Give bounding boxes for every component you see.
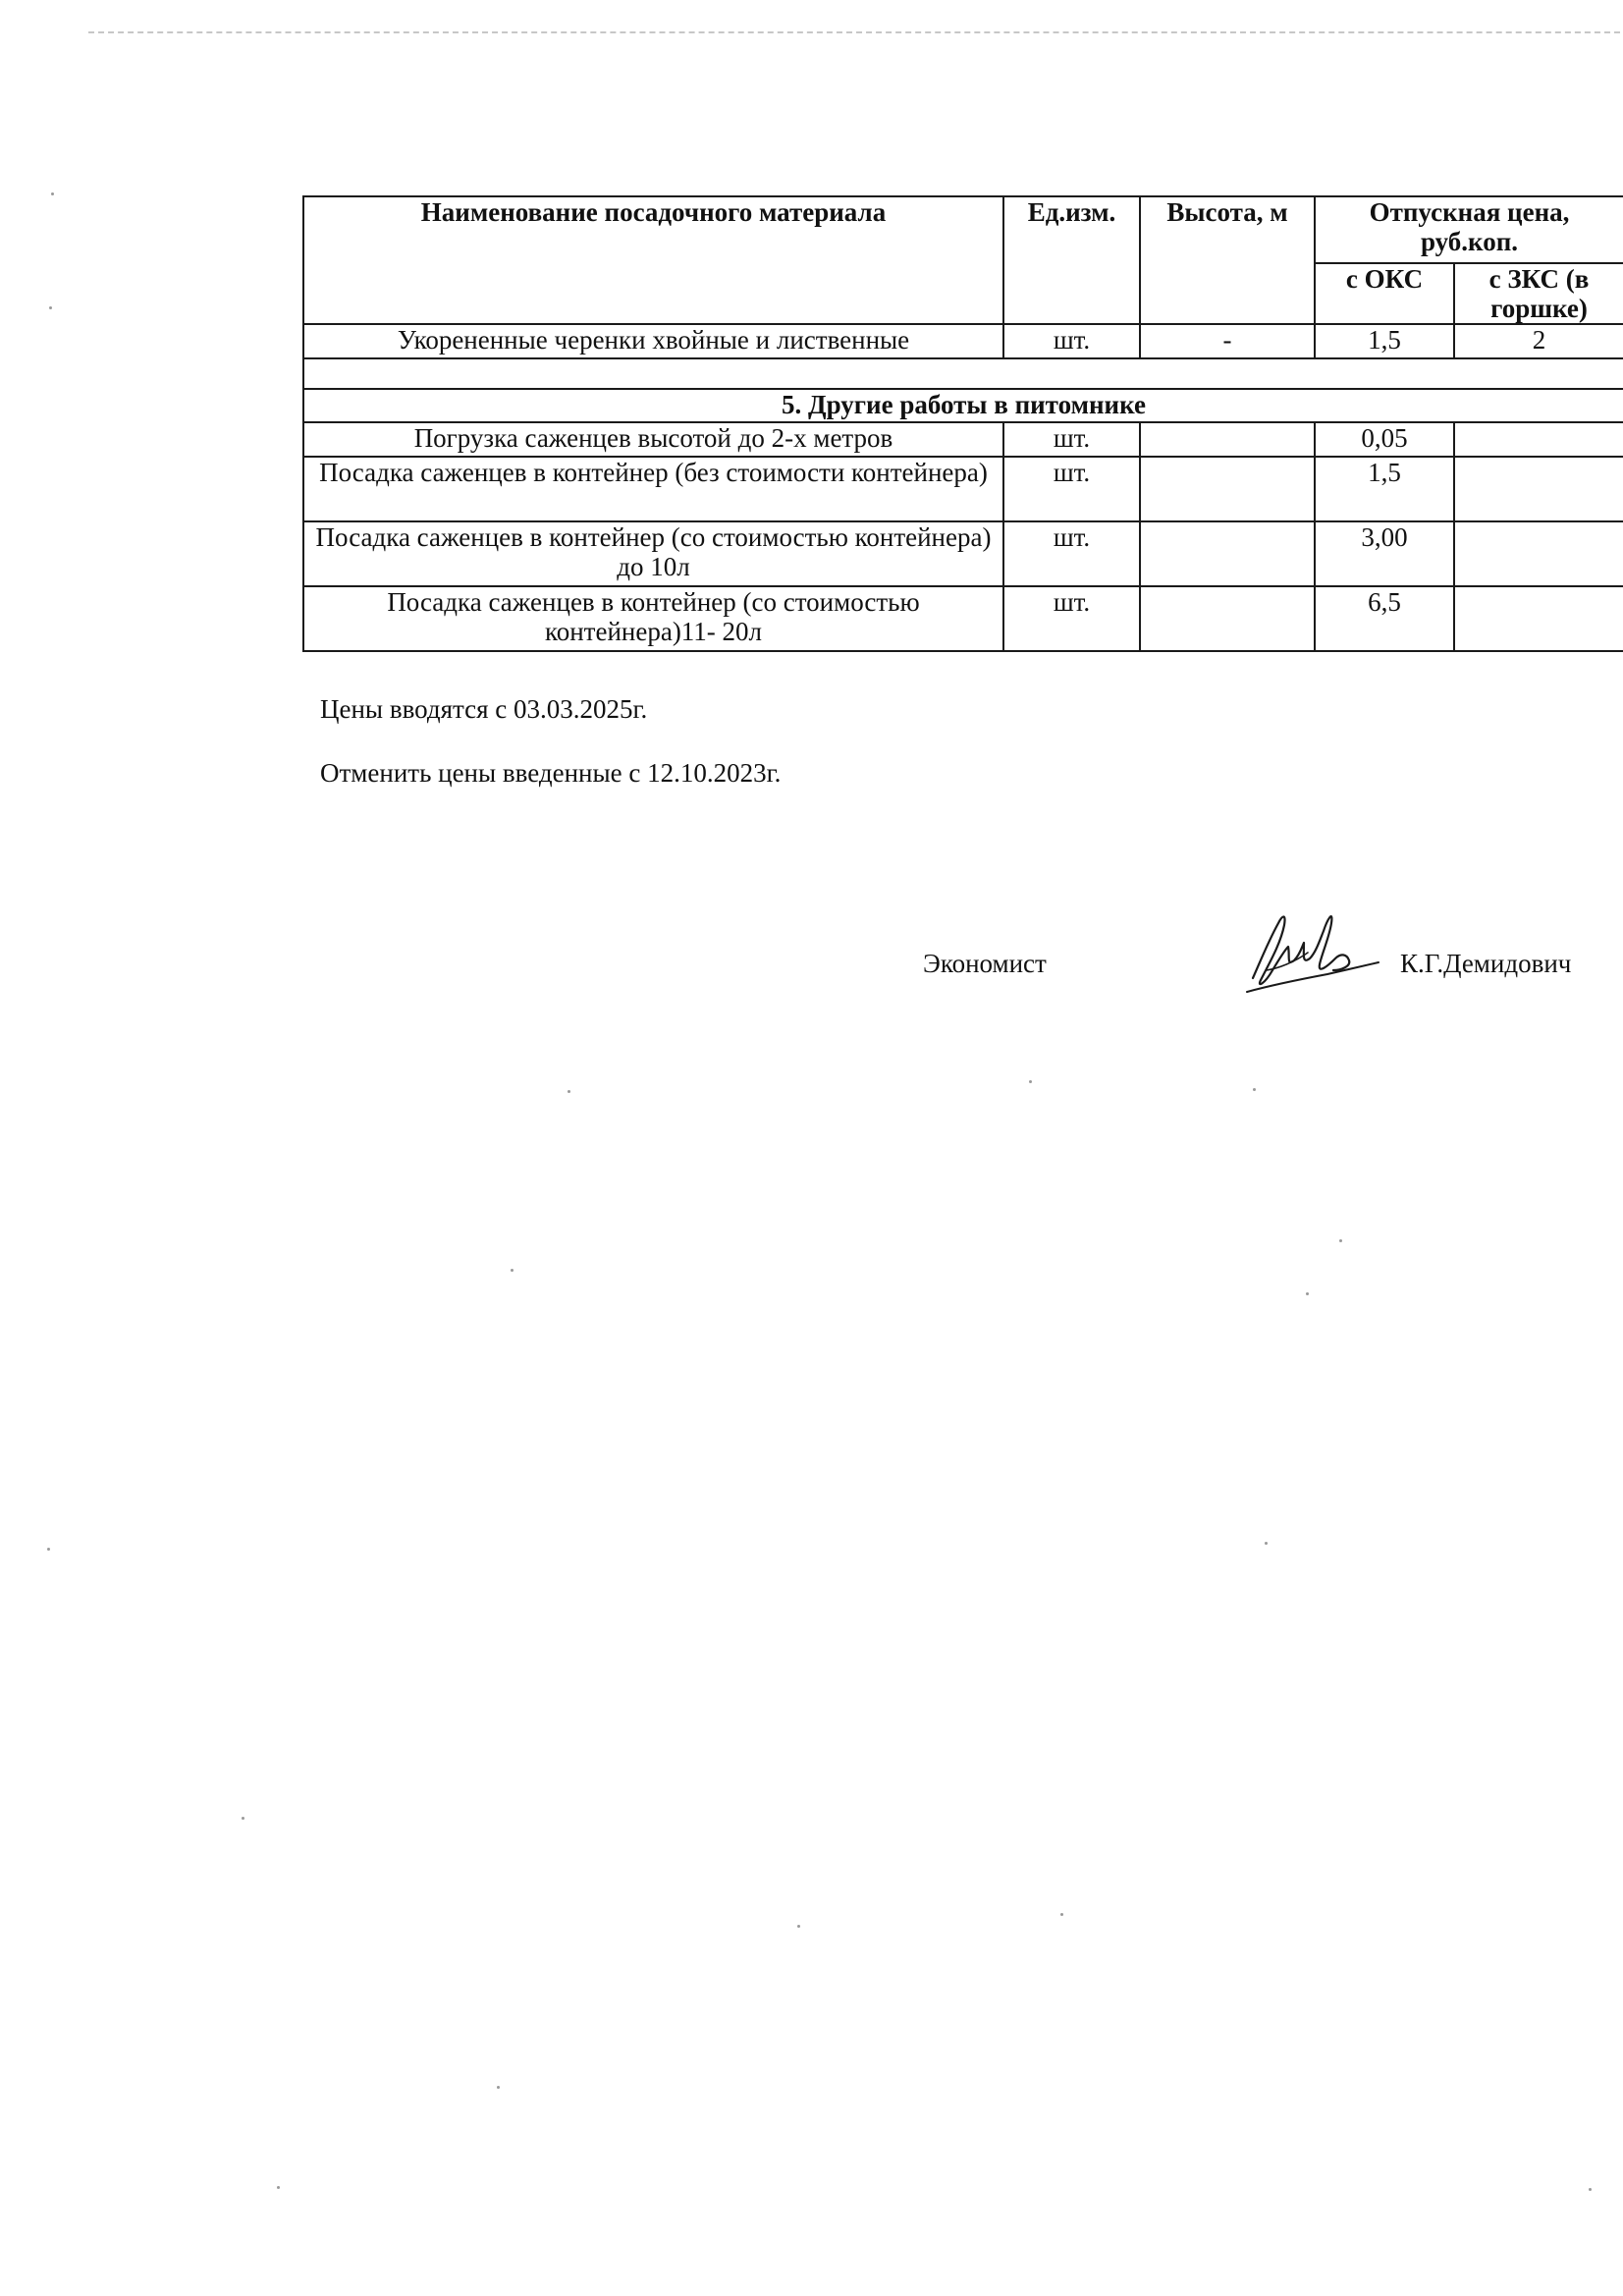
cell-height [1140, 586, 1315, 651]
cell-price-zks [1454, 521, 1623, 586]
cancel-note: Отменить цены введенные с 12.10.2023г. [320, 758, 782, 788]
header-name: Наименование посадочного материала [303, 196, 1003, 324]
cell-price-oks: 1,5 [1315, 457, 1454, 521]
header-unit: Ед.изм. [1003, 196, 1140, 324]
header-height: Высота, м [1140, 196, 1315, 324]
scan-speck [47, 1548, 50, 1551]
price-table [302, 195, 1623, 652]
table-row [303, 457, 1623, 521]
effective-date-note: Цены вводятся с 03.03.2025г. [320, 694, 648, 724]
scan-speck [511, 1269, 514, 1272]
scan-speck [1060, 1913, 1063, 1916]
gap-cell [303, 358, 1623, 389]
section-title: 5. Другие работы в питомнике [303, 389, 1623, 422]
scan-speck [497, 2086, 500, 2089]
handwritten-signature [1239, 902, 1386, 996]
cell-height: - [1140, 324, 1315, 358]
cell-unit: шт. [1003, 521, 1140, 586]
cell-unit: шт. [1003, 586, 1140, 651]
table-row [303, 422, 1623, 457]
cell-price-zks [1454, 457, 1623, 521]
cell-name: Посадка саженцев в контейнер (без стоимости контейнера) [303, 457, 1003, 521]
cell-price-zks [1454, 422, 1623, 457]
cell-height [1140, 521, 1315, 586]
scan-edge-line [88, 31, 1620, 33]
scan-speck [242, 1817, 244, 1820]
cell-price-zks: 2 [1454, 324, 1623, 358]
signer-role: Экономист [923, 949, 1047, 978]
cell-height [1140, 422, 1315, 457]
scan-speck [1265, 1542, 1268, 1545]
section-row [303, 389, 1623, 422]
scan-speck [51, 192, 54, 195]
header-price-zks: с ЗКС (в горшке) [1454, 263, 1623, 324]
header-price: Отпускная цена, руб.коп. [1315, 196, 1623, 263]
signer-name: К.Г.Демидович [1400, 949, 1572, 978]
cell-price-oks: 0,05 [1315, 422, 1454, 457]
scan-speck [797, 1925, 800, 1928]
scan-speck [1589, 2188, 1592, 2191]
cell-price-oks: 1,5 [1315, 324, 1454, 358]
table-row [303, 521, 1623, 586]
cell-name: Посадка саженцев в контейнер (со стоимостью контейнера)11- 20л [303, 586, 1003, 651]
cell-price-zks [1454, 586, 1623, 651]
cell-name: Укорененные черенки хвойные и лиственные [303, 324, 1003, 358]
scan-speck [1253, 1088, 1256, 1091]
cell-name: Погрузка саженцев высотой до 2-х метров [303, 422, 1003, 457]
cell-price-oks: 3,00 [1315, 521, 1454, 586]
table-row [303, 586, 1623, 651]
scan-speck [49, 306, 52, 309]
cell-unit: шт. [1003, 457, 1140, 521]
table-row [303, 324, 1623, 358]
cell-price-oks: 6,5 [1315, 586, 1454, 651]
table-gap-row [303, 358, 1623, 389]
cell-name: Посадка саженцев в контейнер (со стоимостью контейнера) до 10л [303, 521, 1003, 586]
header-price-oks: с ОКС [1315, 263, 1454, 324]
scan-speck [568, 1090, 570, 1093]
scan-speck [277, 2186, 280, 2189]
cell-unit: шт. [1003, 422, 1140, 457]
cell-unit: шт. [1003, 324, 1140, 358]
scan-speck [1306, 1292, 1309, 1295]
table-header-row [303, 196, 1623, 263]
scan-speck [1029, 1080, 1032, 1083]
cell-height [1140, 457, 1315, 521]
scan-speck [1339, 1239, 1342, 1242]
